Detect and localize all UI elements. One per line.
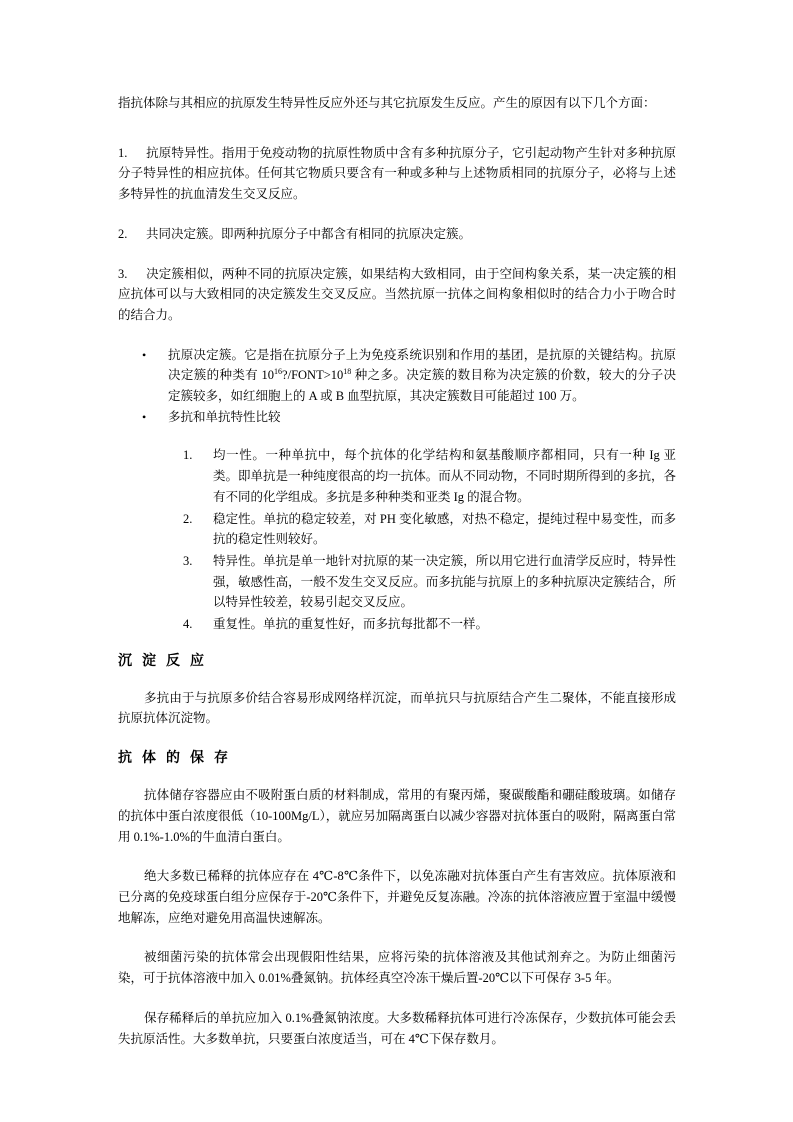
- bullet-text-segment: 种之多。决定簇的数目称为决定簇的价数，较大的分子决定簇较多，如红细胞上的 A 或 B 血型抗原，其决定簇数目可能超过 100 万。: [168, 368, 676, 404]
- paragraph-storage-temperature: 绝大多数已稀释的抗体应存在 4℃-8℃条件下，以免冻融对抗体蛋白产生有害效应。抗体原液和已分离的免疫球蛋白组分应保存于-20℃条件下，并避免反复冻融。冷冻的抗体溶液应置于室温中缓慢地解冻，应绝对避免用高温快速解冻。: [118, 869, 676, 925]
- paragraph-contamination: 被细菌污染的抗体常会出现假阳性结果，应将污染的抗体溶液及其他试剂弃之。为防止细菌污染，可于抗体溶液中加入 0.01%叠氮钠。抗体经真空冷冻干燥后置-20℃以下可保存 3-5 年。: [118, 950, 676, 986]
- list-number: 3.: [183, 553, 193, 568]
- list-number: 4.: [183, 617, 193, 632]
- intro-paragraph: 指抗体除与其相应的抗原发生特异性反应外还与其它抗原发生反应。产生的原因有以下几个方面：: [118, 96, 656, 110]
- list-item-text: 稳定性。单抗的稳定较差，对 PH 变化敏感，对热不稳定，提纯过程中易变性，而多抗的稳定性则较好。: [213, 511, 676, 547]
- section-heading-antibody-storage: 抗体的保存: [118, 751, 238, 767]
- bullet-text-segment: ?/FONT>10: [282, 368, 344, 383]
- list-number: 2.: [183, 511, 193, 526]
- sub-item-specificity: [118, 551, 676, 613]
- list-number: 3.: [118, 266, 128, 281]
- bullet-item-comparison: [118, 407, 676, 428]
- numbered-item-3: [118, 264, 676, 326]
- sub-item-stability: [118, 509, 676, 550]
- bullet-icon: •: [142, 347, 147, 362]
- superscript-exponent: 16: [274, 367, 283, 377]
- list-item-text: 抗原特异性。指用于免疫动物的抗原性物质中含有多种抗原分子，它引起动物产生针对多种抗原分子特异性的相应抗体。任何其它物质只要含有一种或多种与上述物质相同的抗原分子，必将与上述多特异性的抗血清发生交叉反应。: [118, 145, 676, 202]
- bullet-text-segment: 抗原决定簇。它是指在抗原分子上为免疫系统识别和作用的基团，是抗原的关键结构。抗原决定簇的种类有 10: [168, 347, 676, 383]
- numbered-item-2: [118, 224, 676, 245]
- list-item-text: 多抗和单抗特性比较: [168, 409, 281, 424]
- numbered-item-1: [118, 143, 676, 205]
- list-item-text: [168, 348, 676, 403]
- paragraph-precipitation: 多抗由于与抗原多价结合容易形成网络样沉淀，而单抗只与抗原结合产生二聚体，不能直接形成抗原抗体沉淀物。: [118, 690, 676, 726]
- bullet-icon: •: [142, 409, 147, 424]
- paragraph-storage-container: 抗体储存容器应由不吸附蛋白质的材料制成，常用的有聚丙烯，聚碳酸酯和硼硅酸玻璃。如储存的抗体中蛋白浓度很低（10-100Mg/L），就应另加隔离蛋白以减少容器对抗体蛋白的吸附，隔离蛋白常用 0.1%-1.0%的牛血清白蛋白。: [118, 788, 676, 844]
- list-number: 1.: [118, 145, 128, 160]
- list-item-text: 均一性。一种单抗中，每个抗体的化学结构和氨基酸顺序都相同，只有一种 Ig 亚类。即单抗是一种纯度很高的均一抗体。而从不同动物，不同时期所得到的多抗，各有不同的化学组成。多抗是多种种类和亚类 Ig 的混合物。: [213, 448, 676, 504]
- bullet-item-antigen-determinant: [118, 345, 676, 407]
- comparison-numbered-list: [118, 445, 676, 634]
- paragraph-diluted-storage: 保存稀释后的单抗应加入 0.1%叠氮钠浓度。大多数稀释抗体可进行冷冻保存，少数抗体可能会丢失抗原活性。大多数单抗，只要蛋白浓度适当，可在 4℃下保存数月。: [118, 1010, 676, 1046]
- list-item-text: 决定簇相似，两种不同的抗原决定簇，如果结构大致相同，由于空间构象关系，某一决定簇的相应抗体可以与大致相同的决定簇发生交叉反应。当然抗原一抗体之间构象相似时的结合力小于吻合时的结合力。: [118, 266, 676, 322]
- list-item-text: 共同决定簇。即两种抗原分子中都含有相同的抗原决定簇。: [146, 226, 472, 241]
- list-item-text: 特异性。单抗是单一地针对抗原的某一决定簇，所以用它进行血清学反应时，特异性强，敏感性高，一般不发生交叉反应。而多抗能与抗原上的多种抗原决定簇结合，所以特异性较差，较易引起交叉反应。: [213, 553, 676, 610]
- section-heading-precipitation-reaction: 沉淀反应: [118, 653, 214, 669]
- sub-item-repeatability: [118, 614, 676, 635]
- list-item-text: 重复性。单抗的重复性好，而多抗每批都不一样。: [213, 617, 489, 632]
- list-number: 2.: [118, 226, 128, 241]
- list-number: 1.: [183, 448, 193, 463]
- superscript-exponent: 18: [343, 367, 352, 377]
- sub-item-uniformity: [118, 445, 676, 507]
